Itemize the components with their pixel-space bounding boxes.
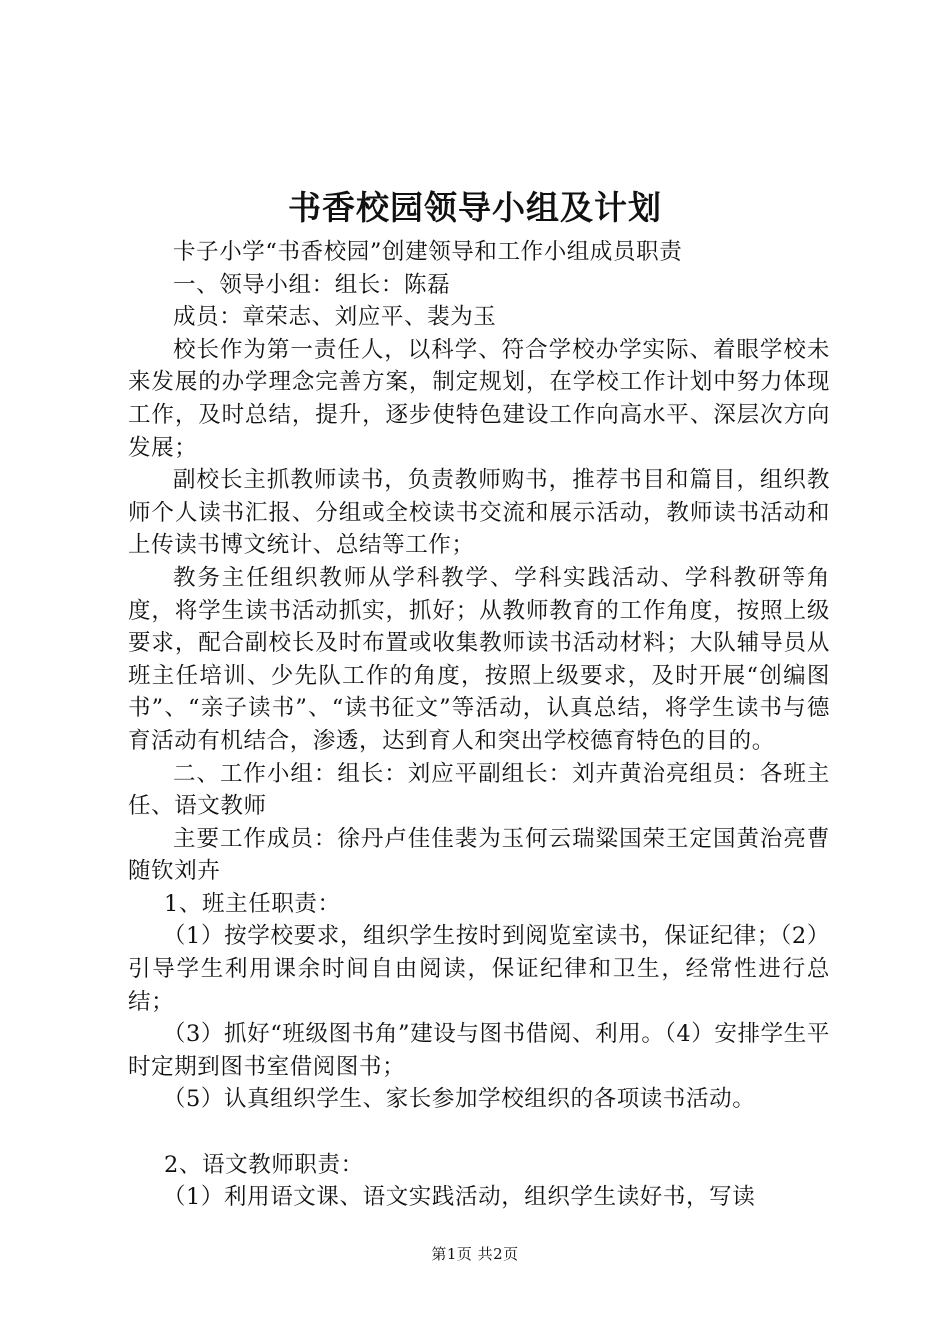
paragraph-working-group: 二、工作小组：组长：刘应平副组长：刘卉黄治亮组员：各班主任、语文教师 bbox=[128, 760, 830, 820]
paragraph-vice-principal-duty: 副校长主抓教师读书，负责教师购书，推荐书目和篇目，组织教师个人读书汇报、分组或全校读书交流和展示活动，教师读书活动和上传读书博文统计、总结等工作； bbox=[128, 467, 830, 559]
paragraph-chinese-teacher-item-1: （1）利用语文课、语文实践活动，组织学生读好书，写读 bbox=[162, 1184, 756, 1211]
paragraph-class-teacher-item-5: （5）认真组织学生、家长参加学校组织的各项读书活动。 bbox=[162, 1086, 756, 1113]
paragraph-leadership-members: 成员：章荣志、刘应平、裴为玉 bbox=[173, 304, 497, 331]
paragraph-leadership-group: 一、领导小组：组长：陈磊 bbox=[173, 271, 451, 298]
paragraph-class-teacher-items-1-2: （1）按学校要求，组织学生按时到阅览室读书，保证纪律；（2）引导学生利用课余时间自由阅读，保证纪律和卫生，经常性进行总结； bbox=[128, 923, 830, 1015]
paragraph-class-teacher-items-3-4: （3）抓好“班级图书角”建设与图书借阅、利用。（4）安排学生平时定期到图书室借阅图书； bbox=[128, 1021, 830, 1080]
page-footer: 第1页 共2页 bbox=[431, 1245, 519, 1263]
document-title: 书香校园领导小组及计划 bbox=[288, 188, 662, 227]
paragraph-academic-director-duty: 教务主任组织教师从学科教学、学科实践活动、学科教研等角度，将学生读书活动抓实，抓好；从教师教育的工作角度，按照上级要求，配合副校长及时布置或收集教师读书活动材料；大队辅导员从班主任培训、少先队工作的角度，按照上级要求，及时开展“创编图书”、“亲子读书”、“读书征文”等活动，认真总结，将学生读书与德育活动有机结合，渗透，达到育人和突出学校德育特色的目的。 bbox=[128, 564, 830, 754]
document-body bbox=[128, 236, 830, 1214]
paragraph-subtitle: 卡子小学“书香校园”创建领导和工作小组成员职责 bbox=[173, 239, 683, 265]
heading-chinese-teacher-duty: 2、语文教师职责： bbox=[164, 1151, 364, 1178]
paragraph-principal-duty: 校长作为第一责任人，以科学、符合学校办学实际、着眼学校未来发展的办学理念完善方案，制定规划，在学校工作计划中努力体现工作，及时总结，提升，逐步使特色建设工作向高水平、深层次方向发展； bbox=[128, 336, 830, 461]
paragraph-main-members: 主要工作成员：徐丹卢佳佳裴为玉何云瑞粱国荣王定国黄治亮曹随钦刘卉 bbox=[128, 825, 830, 885]
blank-line bbox=[128, 1116, 830, 1149]
heading-class-teacher-duty: 1、班主任职责： bbox=[164, 890, 341, 917]
